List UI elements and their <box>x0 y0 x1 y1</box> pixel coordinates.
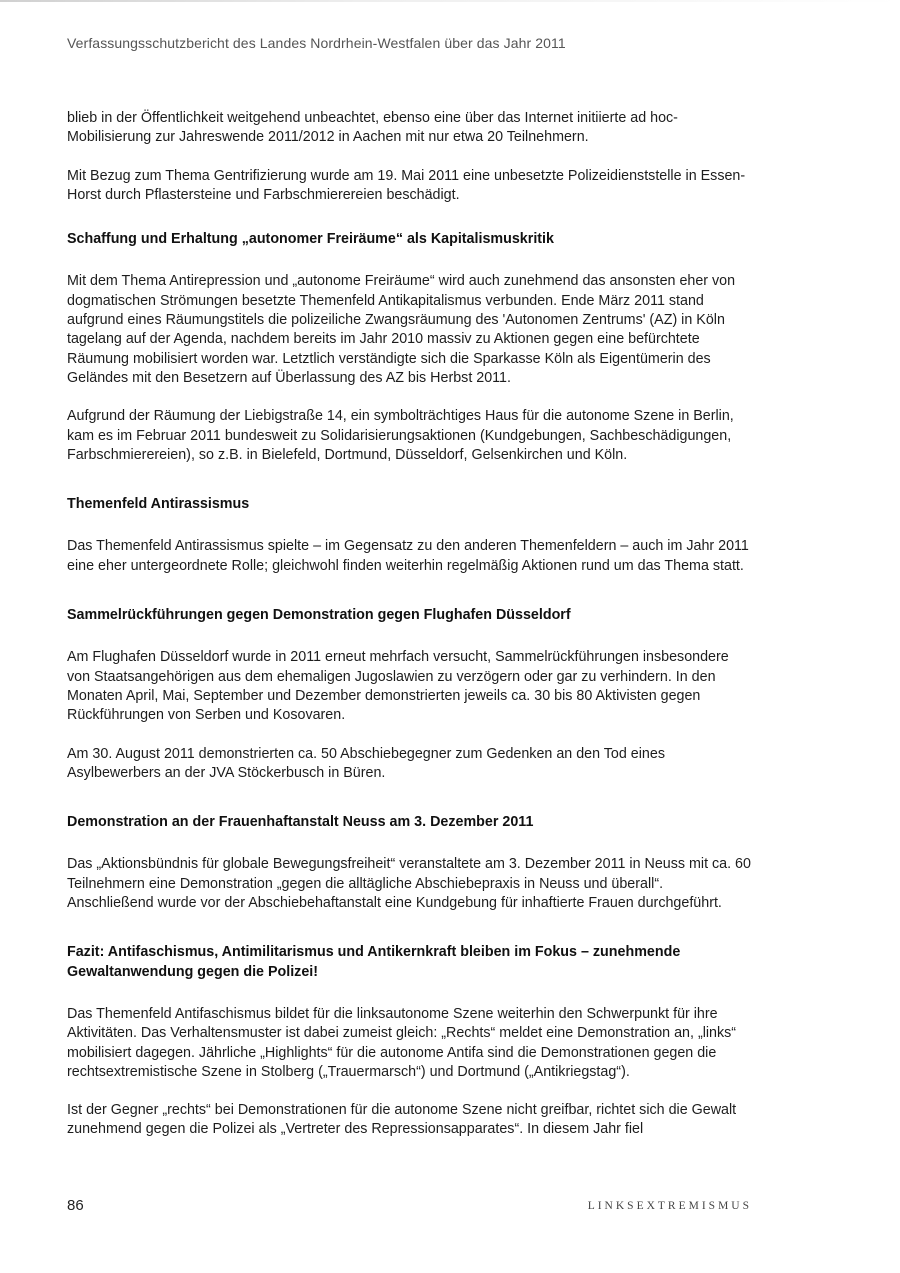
section-heading: Sammelrückführungen gegen Demonstration gegen Flughafen Düsseldorf <box>67 607 571 624</box>
section-label: LINKSEXTREMISMUS <box>587 1200 752 1212</box>
paragraph: Am Flughafen Düsseldorf wurde in 2011 erneut mehrfach versucht, Sammelrückführungen insbesondere von Staatsangehörigen aus dem ehemaligen Jugoslawien zu verzögern oder gar zu verhindern. In den Monaten April, Mai, September und Dezember demonstrierten jeweils ca. 30 bis 80 Aktivisten gegen Rückführungen von Serben und Kosovaren. <box>67 649 729 724</box>
paragraph: Mit Bezug zum Thema Gentrifizierung wurde am 19. Mai 2011 eine unbesetzte Polizeidienststelle in Essen-Horst durch Pflastersteine und Farbschmierereien beschädigt. <box>67 167 746 203</box>
paragraph: Am 30. August 2011 demonstrierten ca. 50 Abschiebegegner zum Gedenken an den Tod eines Asylbewerbers an der JVA Stöckerbusch in Büren. <box>67 745 665 781</box>
section-heading: Themenfeld Antirassismus <box>67 496 250 513</box>
paragraph: Aufgrund der Räumung der Liebigstraße 14, ein symbolträchtiges Haus für die autonome Szene in Berlin, kam es im Februar 2011 bundesweit zu Solidarisierungsaktionen (Kundgebungen, Sachbeschädigungen, Farbschmierereien), so z.B. in Bielefeld, Dortmund, Düsseldorf, Gelsenkirchen und Köln. <box>67 408 734 463</box>
paragraph: Das „Aktionsbündnis für globale Bewegungsfreiheit“ veranstaltete am 3. Dezember 2011 in Neuss mit ca. 60 Teilnehmern eine Demonstration „gegen die alltägliche Abschiebepraxis in Neuss und überall“. Anschließend wurde vor der Abschiebehaftanstalt eine Kundgebung für inhaftierte Frauen durchgeführt. <box>67 856 751 912</box>
section-heading: Schaffung und Erhaltung „autonomer Freiräume“ als Kapitalismuskritik <box>67 231 554 248</box>
paragraph: Das Themenfeld Antifaschismus bildet für die linksautonome Szene weiterhin den Schwerpunkt für ihre Aktivitäten. Das Verhaltensmuster ist dabei zumeist gleich: „Rechts“ meldet eine Demonstration an, „links“ mobilisiert dagegen. Jährliche „Highlights“ für die autonome Antifa sind die Demonstrationen gegen die rechtsextremistische Szene in Stolberg („Trauermarsch“) und Dortmund („Antikriegstag“). <box>67 1005 737 1080</box>
paragraph: blieb in der Öffentlichkeit weitgehend unbeachtet, ebenso eine über das Internet initiierte ad hoc-Mobilisierung zur Jahreswende 2011/2012 in Aachen mit nur etwa 20 Teilnehmern. <box>67 110 678 146</box>
section-heading: Demonstration an der Frauenhaftanstalt Neuss am 3. Dezember 2011 <box>67 814 534 831</box>
section-heading: Fazit: Antifaschismus, Antimilitarismus und Antikernkraft bleiben im Fokus – zunehmende Gewaltanwendung gegen die Polizei! <box>67 944 681 980</box>
paragraph: Mit dem Thema Antirepression und „autonome Freiräume“ wird auch zunehmend das ansonsten eher von dogmatischen Strömungen besetzte Themenfeld Antikapitalismus verbunden. Ende März 2011 stand aufgrund eines Räumungstitels die polizeiliche Zwangsräumung des 'Autonomen Zentrums' (AZ) in Köln tagelang auf der Agenda, nachdem bereits im Jahr 2010 massiv zu Aktionen gegen eine befürchtete Räumung mobilisiert worden war. Letztlich verständigte sich die Sparkasse Köln als Eigentümerin des Geländes mit den Besetzern auf Überlassung des AZ bis Herbst 2011. <box>67 273 736 386</box>
running-header: Verfassungsschutzbericht des Landes Nordrhein-Westfalen über das Jahr 2011 <box>67 35 566 51</box>
top-rule <box>0 0 900 2</box>
page-body <box>67 109 752 1140</box>
paragraph: Das Themenfeld Antirassismus spielte – im Gegensatz zu den anderen Themenfeldern – auch im Jahr 2011 eine eher untergeordnete Rolle; gleichwohl finden weiterhin regelmäßig Aktionen rund um das Thema statt. <box>67 538 749 574</box>
page-number: 86 <box>67 1197 84 1214</box>
paragraph: Ist der Gegner „rechts“ bei Demonstrationen für die autonome Szene nicht greifbar, richtet sich die Gewalt zunehmend gegen die Polizei als „Vertreter des Repressionsapparates“. In diesem Jahr fiel <box>67 1102 737 1138</box>
